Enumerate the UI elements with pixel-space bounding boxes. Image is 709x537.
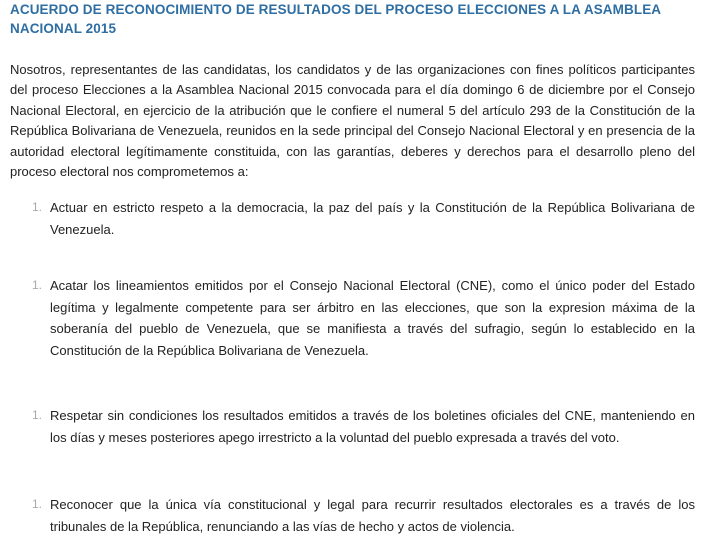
commitment-text: Acatar los lineamientos emitidos por el Consejo Nacional Electoral (CNE), como el único poder del Estado legítima y legalmente competente para ser árbitro en las elecciones, que son la expresion máxima de la soberanía del pueblo de Venezuela, que se manifiesta a través del sufragio, según lo establecido en la Constitución de la República Bolivariana de Venezuela. (50, 278, 695, 358)
commitments-list (10, 197, 695, 537)
commitment-item (10, 494, 695, 537)
commitment-number: 1. (32, 200, 43, 215)
commitment-item (10, 197, 695, 240)
commitment-item (10, 405, 695, 448)
commitment-text: Respetar sin condiciones los resultados emitidos a través de los boletines oficiales del CNE, manteniendo en los días y meses posteriores apego irrestricto a la voluntad del pueblo expresada a través del voto. (50, 408, 695, 445)
document-title: ACUERDO DE RECONOCIMIENTO DE RESULTADOS DEL PROCESO ELECCIONES A LA ASAMBLEA NACIONAL 2015 (10, 2, 661, 36)
commitment-text: Reconocer que la única vía constitucional y legal para recurrir resultados electorales es a través de los tribunales de la República, renunciando a las vías de hecho y actos de violencia. (50, 497, 695, 534)
intro-paragraph: Nosotros, representantes de las candidatas, los candidatos y de las organizaciones con fines políticos participantes del proceso Elecciones a la Asamblea Nacional 2015 convocada para el día domingo 6 de diciembre por el Consejo Nacional Electoral, en ejercicio de la atribución que le confiere el numeral 5 del artículo 293 de la Constitución de la República Bolivariana de Venezuela, reunidos en la sede principal del Consejo Nacional Electoral y en presencia de la autoridad electoral legítimamente constituida, con las garantías, deberes y derechos para el desarrollo pleno del proceso electoral nos comprometemos a: (10, 62, 695, 180)
commitment-number: 1. (32, 408, 43, 423)
commitment-item (10, 275, 695, 361)
commitment-number: 1. (32, 497, 43, 512)
commitment-text: Actuar en estricto respeto a la democracia, la paz del país y la Constitución de la República Bolivariana de Venezuela. (50, 200, 695, 237)
commitment-number: 1. (32, 278, 43, 293)
